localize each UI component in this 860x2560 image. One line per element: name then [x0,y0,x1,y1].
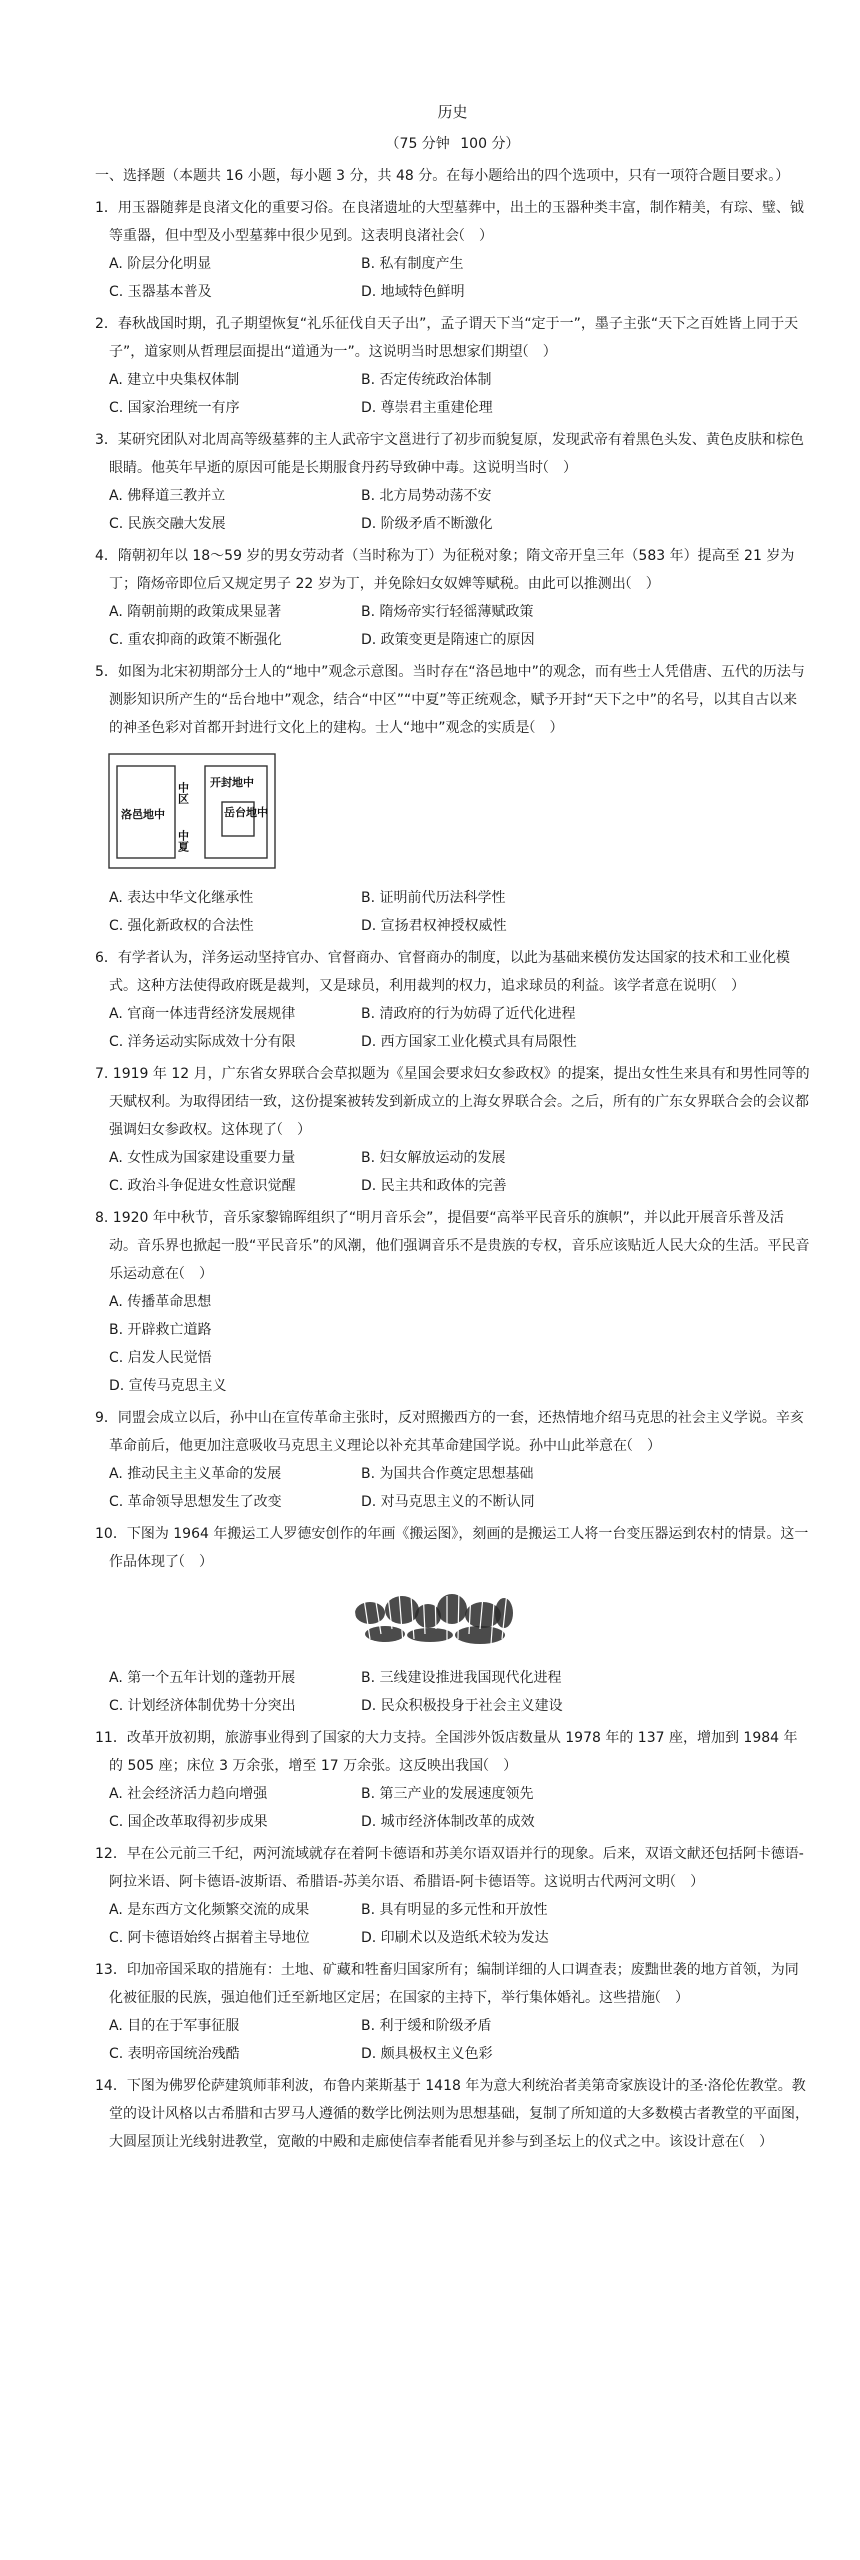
answer-blank: （ ） [171,1554,213,1570]
option-list [95,598,810,654]
option-list [95,2012,810,2068]
option-b: B. 隋炀帝实行轻徭薄赋政策 [361,604,534,620]
question-3 [95,426,810,538]
painting-marks [351,1588,513,1644]
exam-title: 历史 [437,103,468,121]
answer-blank: （ ） [475,1758,518,1774]
option-list [95,1000,810,1056]
question-stem [95,1840,810,1896]
luoyi-label: 洛邑地中 [121,808,165,821]
question-5 [95,658,810,940]
question-text: 2．春秋战国时期，孔子期望恢复“礼乐征伐自天子出”，孟子谓天下当“定于一”，墨子主张“天下之百姓皆上同于天子”，道家则从哲理层面提出“道通为一”。这说明当时思想家们期望 [95,316,799,360]
painting-figure [355,1602,385,1624]
option-d: D. 地域特色鲜明 [361,284,465,300]
option-c: C. 民族交融大发展 [109,516,226,532]
question-stem [95,1404,810,1460]
question-14 [95,2072,810,2156]
option-b: B. 具有明显的多元性和开放性 [361,1902,548,1918]
answer-blank: （ ） [619,1438,661,1454]
question-4 [95,542,810,654]
option-list [95,482,810,538]
question-list [95,194,810,2156]
option-c: C. 表明帝国统治残酷 [109,2046,240,2062]
question-stem [95,194,810,250]
exam-subtitle [95,132,810,156]
option-d: D. 宣扬君权神授权威性 [361,918,507,934]
option-c: C. 国家治理统一有序 [109,400,240,416]
option-d: D. 宣传马克思主义 [109,1378,227,1394]
option-a: A. 阶层分化明显 [109,256,212,272]
option-b: B. 为国共合作奠定思想基础 [361,1466,534,1482]
option-d: D. 政策变更是隋速亡的原因 [361,632,535,648]
answer-blank: （ ） [617,576,660,592]
question-1 [95,194,810,306]
question-text: 10．下图为 1964 年搬运工人罗德安创作的年画《搬运图》，刻画的是搬运工人将一台变压器运到农村的情景。这一作品体现了 [95,1526,809,1570]
option-a: A. 传播革命思想 [109,1294,212,1310]
porter-painting-image [345,1582,515,1652]
option-d: D. 对马克思主义的不断认同 [361,1494,535,1510]
option-c: C. 启发人民觉悟 [109,1350,212,1366]
option-a: A. 隋朝前期的政策成果显著 [109,604,282,620]
question-stem [95,1956,810,2012]
option-b: B. 妇女解放运动的发展 [361,1150,506,1166]
answer-blank: （ ） [662,1874,705,1890]
option-c: C. 阿卡德语始终占据着主导地位 [109,1930,310,1946]
question-6 [95,944,810,1056]
option-d: D. 西方国家工业化模式具有局限性 [361,1034,577,1050]
option-c: C. 强化新政权的合法性 [109,918,254,934]
yuetai-label: 岳台地中 [224,806,268,819]
question-7 [95,1060,810,1200]
question-12 [95,1840,810,1952]
option-d: D. 颇具极权主义色彩 [361,2046,493,2062]
option-b: B. 私有制度产生 [361,256,464,272]
question-text: 8. 1920 年中秋节，音乐家黎锦晖组织了“明月音乐会”，提倡要“高举平民音乐的旗帜”，并以此开展音乐普及活动。音乐界也掀起一股“平民音乐”的风潮，他们强调音乐不是贵族的专权，音乐应该贴近人民大众的生活。平民音乐运动意在 [95,1210,810,1282]
question-stem [95,1520,810,1576]
option-c: C. 国企改革取得初步成果 [109,1814,268,1830]
answer-blank: （ ） [535,460,577,476]
option-b: B. 清政府的行为妨碍了近代化进程 [361,1006,576,1022]
answer-blank: （ ） [731,2134,773,2150]
question-2 [95,310,810,422]
option-a: A. 女性成为国家建设重要力量 [109,1150,296,1166]
option-d: D. 城市经济体制改革的成效 [361,1814,535,1830]
option-b: B. 否定传统政治体制 [361,372,492,388]
figure-container [95,1576,810,1664]
answer-blank: （ ） [647,1990,689,2006]
question-stem [95,1204,810,1288]
question-stem [95,426,810,482]
question-9 [95,1404,810,1516]
option-a: A. 官商一体违背经济发展规律 [109,1006,296,1022]
option-c: C. 玉器基本普及 [109,284,212,300]
exam-duration: （75 分钟 [385,136,450,152]
question-stem [95,1724,810,1780]
option-c: C. 重农抑商的政策不断强化 [109,632,282,648]
question-text: 5．如图为北宋初期部分士人的“地中”观念示意图。当时存在“洛邑地中”的观念，而有些士人凭借唐、五代的历法与测影知识所产生的“岳台地中”观念，结合“中区”“中夏”等正统观念，赋予开封“天下之中”的名号，以其自古以来的神圣色彩对首都开封进行文化上的建构。士人“地中”观念的实质是 [95,664,805,736]
zhongqu-label: 中区 [176,782,190,804]
option-b: B. 利于缓和阶级矛盾 [361,2018,492,2034]
earth-center-diagram [107,752,277,870]
question-text: 12．早在公元前三千纪，两河流域就存在着阿卡德语和苏美尔语双语并行的现象。后来，双语文献还包括阿卡德语-阿拉米语、阿卡德语-波斯语、希腊语-苏美尔语、希腊语-阿卡德语等。这说明古代两河文明 [95,1846,804,1890]
question-13 [95,1956,810,2068]
question-text: 9．同盟会成立以后，孙中山在宣传革命主张时，反对照搬西方的一套，还热情地介绍马克思的社会主义学说。辛亥革命前后，他更加注意吸收马克思主义理论以补充其革命建国学说。孙中山此举意在 [95,1410,804,1454]
option-list [95,1460,810,1516]
option-list [95,1664,810,1720]
option-b: B. 第三产业的发展速度领先 [361,1786,534,1802]
answer-blank: （ ） [171,1266,213,1282]
option-d: D. 尊崇君主重建伦理 [361,400,493,416]
option-list [95,366,810,422]
option-d: D. 民主共和政体的完善 [361,1178,507,1194]
question-text: 1．用玉器随葬是良渚文化的重要习俗。在良渚遗址的大型墓葬中，出土的玉器种类丰富，制作精美，有琮、璧、钺等重器，但中型及小型墓葬中很少见到。这表明良渚社会 [95,200,804,244]
option-c: C. 洋务运动实际成效十分有限 [109,1034,296,1050]
option-a: A. 第一个五年计划的蓬勃开展 [109,1670,296,1686]
option-b: B. 北方局势动荡不安 [361,488,492,504]
painting-figure [365,1626,405,1642]
question-text: 7. 1919 年 12 月，广东省女界联合会草拟题为《星国会要求妇女参政权》的提案，提出女性生来具有和男性同等的天赋权利。为取得团结一致，这份提案被转发到新成立的上海女界联合会。之后，所有的广东女界联合会的会议都强调妇女参政权。这体现了 [95,1066,810,1138]
question-text: 11．改革开放初期，旅游事业得到了国家的大力支持。全国涉外饭店数量从 1978 年的 137 座，增加到 1984 年的 505 座；床位 3 万余张，增至 17 万余张。这反映出我国 [95,1730,798,1774]
option-c: C. 政治斗争促进女性意识觉醒 [109,1178,296,1194]
section-instructions: 一、选择题（本题共 16 小题，每小题 3 分，共 48 分。在每小题给出的四个选项中，只有一项符合题目要求。） [95,168,790,184]
question-text: 4．隋朝初年以 18～59 岁的男女劳动者（当时称为丁）为征税对象；隋文帝开皇三年（583 年）提高至 21 岁为丁；隋炀帝即位后又规定男子 22 岁为丁，并免除妇女奴婢等赋税。由此可以推测出 [95,548,795,592]
option-d: D. 民众积极投身于社会主义建设 [361,1698,563,1714]
option-c: C. 计划经济体制优势十分突出 [109,1698,296,1714]
option-list [95,1288,810,1400]
question-text: 3．某研究团队对北周高等级墓葬的主人武帝宇文邕进行了初步而貌复原，发现武帝有着黑色头发、黄色皮肤和棕色眼睛。他英年早逝的原因可能是长期服食丹药导致砷中毒。这说明当时 [95,432,804,476]
option-list [95,1896,810,1952]
exam-score: 100 分） [460,136,520,152]
option-a: A. 表达中华文化继承性 [109,890,254,906]
option-list [95,250,810,306]
option-a: A. 目的在于军事征服 [109,2018,240,2034]
option-d: D. 阶级矛盾不断激化 [361,516,493,532]
option-a: A. 推动民主主义革命的发展 [109,1466,282,1482]
option-c: C. 革命领导思想发生了改变 [109,1494,282,1510]
option-b: B. 证明前代历法科学性 [361,890,506,906]
answer-blank: （ ） [521,720,564,736]
kaifeng-label: 开封地中 [210,776,254,789]
option-d: D. 印刷术以及造纸术较为发达 [361,1930,549,1946]
option-b: B. 开辟救亡道路 [109,1322,212,1338]
question-stem [95,1060,810,1144]
question-10 [95,1520,810,1720]
option-list [95,1144,810,1200]
option-list [95,884,810,940]
figure-container [95,742,810,884]
option-list [95,1780,810,1836]
question-stem [95,658,810,742]
option-a: A. 社会经济活力趋向增强 [109,1786,268,1802]
painting-figure [437,1594,467,1624]
question-text: 13．印加帝国采取的措施有：土地、矿藏和牲畜归国家所有；编制详细的人口调查表；废黜世袭的地方首领，为同化被征服的民族，强迫他们迁至新地区定居；在国家的主持下，举行集体婚礼。这些措施 [95,1962,799,2006]
question-stem [95,944,810,1000]
question-stem [95,542,810,598]
question-stem [95,310,810,366]
option-a: A. 是东西方文化频繁交流的成果 [109,1902,310,1918]
question-text: 6．有学者认为，洋务运动坚持官办、官督商办、官督商办的制度，以此为基础来模仿发达国家的技术和工业化模式。这种方法使得政府既是裁判，又是球员，利用裁判的权力，追求球员的利益。该学者意在说明 [95,950,790,994]
option-a: A. 佛释道三教并立 [109,488,226,504]
answer-blank: （ ） [269,1122,311,1138]
question-8 [95,1204,810,1400]
zhongxia-label: 中夏 [176,830,190,852]
option-b: B. 三线建设推进我国现代化进程 [361,1670,562,1686]
question-stem [95,2072,810,2156]
option-a: A. 建立中央集权体制 [109,372,240,388]
question-text: 14．下图为佛罗伦萨建筑师菲利波，布鲁内莱斯基于 1418 年为意大利统治者美第奇家族设计的圣·洛伦佐教堂。教堂的设计风格以古希腊和古罗马人遵循的数学比例法则为思想基础，复制了所知道的大多数模古者教堂的平面图，大圆屋顶让光线射进教堂，宽敞的中殿和走廊使信奉者能看见并参与到圣坛上的仪式之中。该设计意在 [95,2078,809,2150]
question-11 [95,1724,810,1836]
answer-blank: （ ） [451,228,493,244]
answer-blank: （ ） [703,978,745,994]
answer-blank: （ ） [514,344,557,360]
